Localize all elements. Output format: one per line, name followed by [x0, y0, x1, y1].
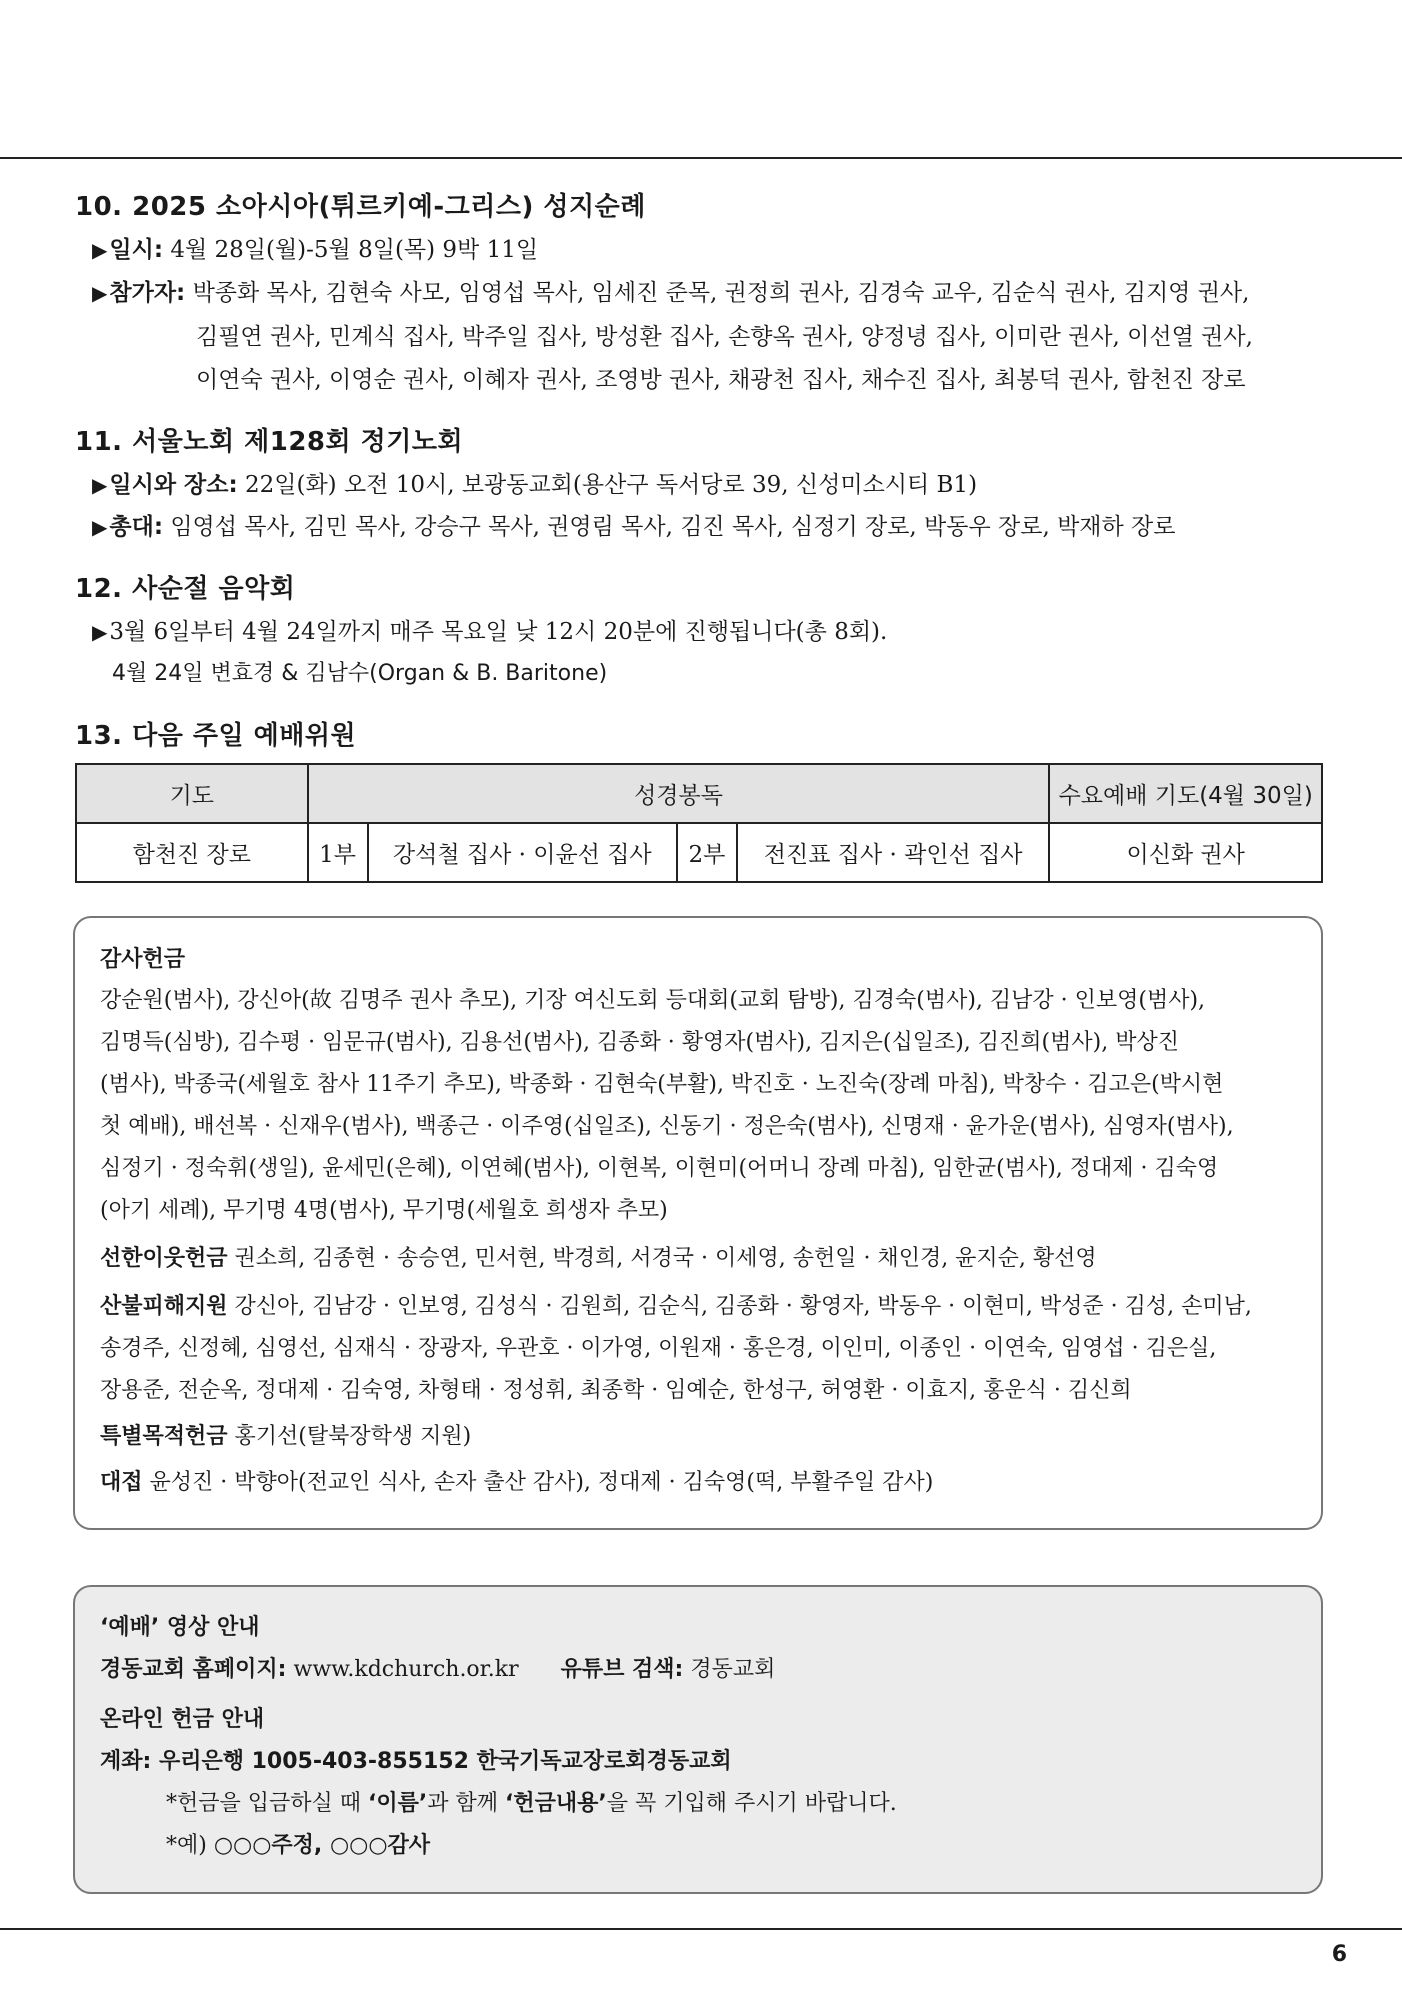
- top-rule: [0, 157, 1402, 159]
- thanks-line-2: 김명득(심방), 김수평 · 임문규(범사), 김용선(범사), 김종화 · 황영자(범사), 김지은(십일조), 김진희(범사), 박상진: [100, 1030, 1179, 1055]
- cell-service-2: 2부: [677, 823, 737, 882]
- bullet-icon: ▶: [92, 281, 108, 305]
- neighbor-line: [100, 1238, 1296, 1280]
- section-13-title: 13. 다음 주일 예배위원: [75, 721, 357, 751]
- s11-place-line: [92, 466, 977, 499]
- s10-participants-line: [92, 274, 1249, 307]
- homepage-url[interactable]: www.kdchurch.or.kr: [293, 1657, 519, 1682]
- bullet-icon: ▶: [92, 473, 108, 497]
- s10-date-label: 일시:: [109, 237, 164, 263]
- fire-line-3: 장용준, 전순옥, 정대제 · 김숙영, 차형태 · 정성휘, 최종학 · 임예순, 한성구, 허영환 · 이효지, 홍운식 · 김신희: [100, 1378, 1132, 1403]
- fire-label: 산불피해지원: [100, 1294, 228, 1319]
- s11-place: 22일(화) 오전 10시, 보광동교회(용산구 독서당로 39, 신성미소시티 B1): [245, 472, 978, 498]
- s12-line-2: 4월 24일 변효경 & 김남수(Organ & B. Baritone): [112, 661, 608, 686]
- s10-participants-3: 이연숙 권사, 이영순 권사, 이혜자 권사, 조영방 권사, 채광천 집사, 채수진 집사, 최봉덕 권사, 함천진 장로: [196, 367, 1246, 393]
- info-box: [73, 1585, 1323, 1894]
- youtube-label: 유튜브 검색:: [560, 1657, 684, 1682]
- s11-delegates: 임영섭 목사, 김민 목사, 강승구 목사, 권영림 목사, 김진 목사, 심정기 장로, 박동우 장로, 박재하 장로: [170, 514, 1176, 540]
- s10-participants-2: 김필연 권사, 민계식 집사, 박주일 집사, 방성환 집사, 손향옥 권사, 양정녕 집사, 이미란 권사, 이선열 권사,: [196, 324, 1253, 350]
- cell-prayer: 함천진 장로: [76, 823, 308, 882]
- thanks-line-1: 강순원(범사), 강신아(故 김명주 권사 추모), 기장 여신도회 등대회(교회 탐방), 김경숙(범사), 김남강 · 인보영(범사),: [100, 988, 1206, 1013]
- section-10-title: 10. 2025 소아시아(튀르키예-그리스) 성지순례: [75, 192, 646, 222]
- page-number: 6: [1331, 1942, 1347, 1967]
- thanks-line-3: (범사), 박종국(세월호 참사 11주기 추모), 박종화 · 김현숙(부활), 박진호 · 노진숙(장례 마침), 박창수 · 김고은(박시현: [100, 1072, 1224, 1097]
- cell-reading-1: 강석철 집사 · 이윤선 집사: [368, 823, 677, 882]
- feast-line: [100, 1462, 1296, 1504]
- video-title: ‘예배’ 영상 안내: [100, 1615, 260, 1640]
- bottom-rule: [0, 1928, 1402, 1930]
- special-label: 특별목적헌금: [100, 1424, 228, 1449]
- note-line-1: [100, 1783, 1296, 1825]
- cell-service-1: 1부: [308, 823, 368, 882]
- thanks-line-4: 첫 예배), 배선복 · 신재우(범사), 백종근 · 이주영(십일조), 신동기 · 정은숙(범사), 신명재 · 윤가운(범사), 심영자(범사),: [100, 1114, 1234, 1139]
- bullet-icon: ▶: [92, 515, 108, 539]
- s11-delegates-label: 총대:: [109, 514, 164, 540]
- s11-place-label: 일시와 장소:: [109, 472, 238, 498]
- thanks-line-6: (아기 세례), 무기명 4명(범사), 무기명(세월호 희생자 추모): [100, 1198, 668, 1223]
- header-reading: 성경봉독: [308, 764, 1050, 823]
- s12-schedule: 3월 6일부터 4월 24일까지 매주 목요일 낮 12시 20분에 진행됩니다(총 8회).: [109, 619, 888, 645]
- note2-example: ○○○주정, ○○○감사: [213, 1833, 431, 1858]
- note2-part-a: *예): [166, 1833, 214, 1858]
- youtube-value: 경동교회: [690, 1657, 776, 1682]
- bullet-icon: ▶: [92, 620, 108, 644]
- offering-box: [73, 916, 1323, 1530]
- header-wednesday: 수요예배 기도(4월 30일): [1049, 764, 1322, 823]
- fire-names-1: 강신아, 김남강 · 인보영, 김성식 · 김원희, 김순식, 김종화 · 황영자, 박동우 · 이현미, 박성준 · 김성, 손미남,: [234, 1294, 1252, 1319]
- feast-names: 윤성진 · 박향아(전교인 식사, 손자 출산 감사), 정대제 · 김숙영(떡, 부활주일 감사): [149, 1470, 934, 1495]
- bullet-icon: ▶: [92, 238, 108, 262]
- feast-label: 대접: [100, 1470, 143, 1495]
- section-12-title: 12. 사순절 음악회: [75, 574, 296, 604]
- homepage-line: [100, 1649, 1296, 1691]
- header-prayer: 기도: [76, 764, 308, 823]
- table-header-row: [76, 764, 1322, 823]
- s11-delegates-line: [92, 508, 1175, 541]
- special-names: 홍기선(탈북장학생 지원): [234, 1424, 472, 1449]
- s10-date-line: [92, 231, 538, 264]
- account-line: 계좌: 우리은행 1005-403-855152 한국기독교장로회경동교회: [100, 1749, 732, 1774]
- note1-part-c: 과 함께: [427, 1791, 505, 1816]
- table-row: [76, 823, 1322, 882]
- thanks-line-5: 심정기 · 정숙휘(생일), 윤세민(은혜), 이연혜(범사), 이현복, 이현미(어머니 장례 마침), 임한균(범사), 정대제 · 김숙영: [100, 1156, 1219, 1181]
- s10-participants-1: 박종화 목사, 김현숙 사모, 임영섭 목사, 임세진 준목, 권정희 권사, 김경숙 교우, 김순식 권사, 김지영 권사,: [192, 280, 1250, 306]
- section-11-title: 11. 서울노회 제128회 정기노회: [75, 427, 464, 457]
- special-line: [100, 1416, 1296, 1458]
- fire-line-2: 송경주, 신정혜, 심영선, 심재식 · 장광자, 우관호 · 이가영, 이원재 · 홍은경, 이인미, 이종인 · 이연숙, 임영섭 · 김은실,: [100, 1336, 1217, 1361]
- cell-reading-2: 전진표 집사 · 곽인선 집사: [737, 823, 1049, 882]
- s12-line-1: [92, 613, 887, 646]
- note1-part-a: *헌금을 입금하실 때: [166, 1791, 368, 1816]
- note1-part-e: 을 꼭 기입해 주시기 바랍니다.: [606, 1791, 897, 1816]
- neighbor-label: 선한이웃헌금: [100, 1246, 228, 1271]
- neighbor-names: 권소희, 김종현 · 송승연, 민서현, 박경희, 서경국 · 이세영, 송헌일 · 채인경, 윤지순, 황선영: [234, 1246, 1097, 1271]
- fire-line-1: [100, 1286, 1296, 1328]
- note1-content: ‘헌금내용’: [504, 1791, 607, 1816]
- thanks-title: 감사헌금: [100, 947, 186, 972]
- worship-duty-table: [75, 763, 1323, 883]
- note1-name: ‘이름’: [368, 1791, 428, 1816]
- online-title: 온라인 헌금 안내: [100, 1707, 265, 1732]
- homepage-label: 경동교회 홈페이지:: [100, 1657, 287, 1682]
- cell-wednesday: 이신화 권사: [1049, 823, 1322, 882]
- note-line-2: [100, 1825, 1296, 1867]
- s10-date: 4월 28일(월)-5월 8일(목) 9박 11일: [170, 237, 539, 263]
- s10-participants-label: 참가자:: [109, 280, 186, 306]
